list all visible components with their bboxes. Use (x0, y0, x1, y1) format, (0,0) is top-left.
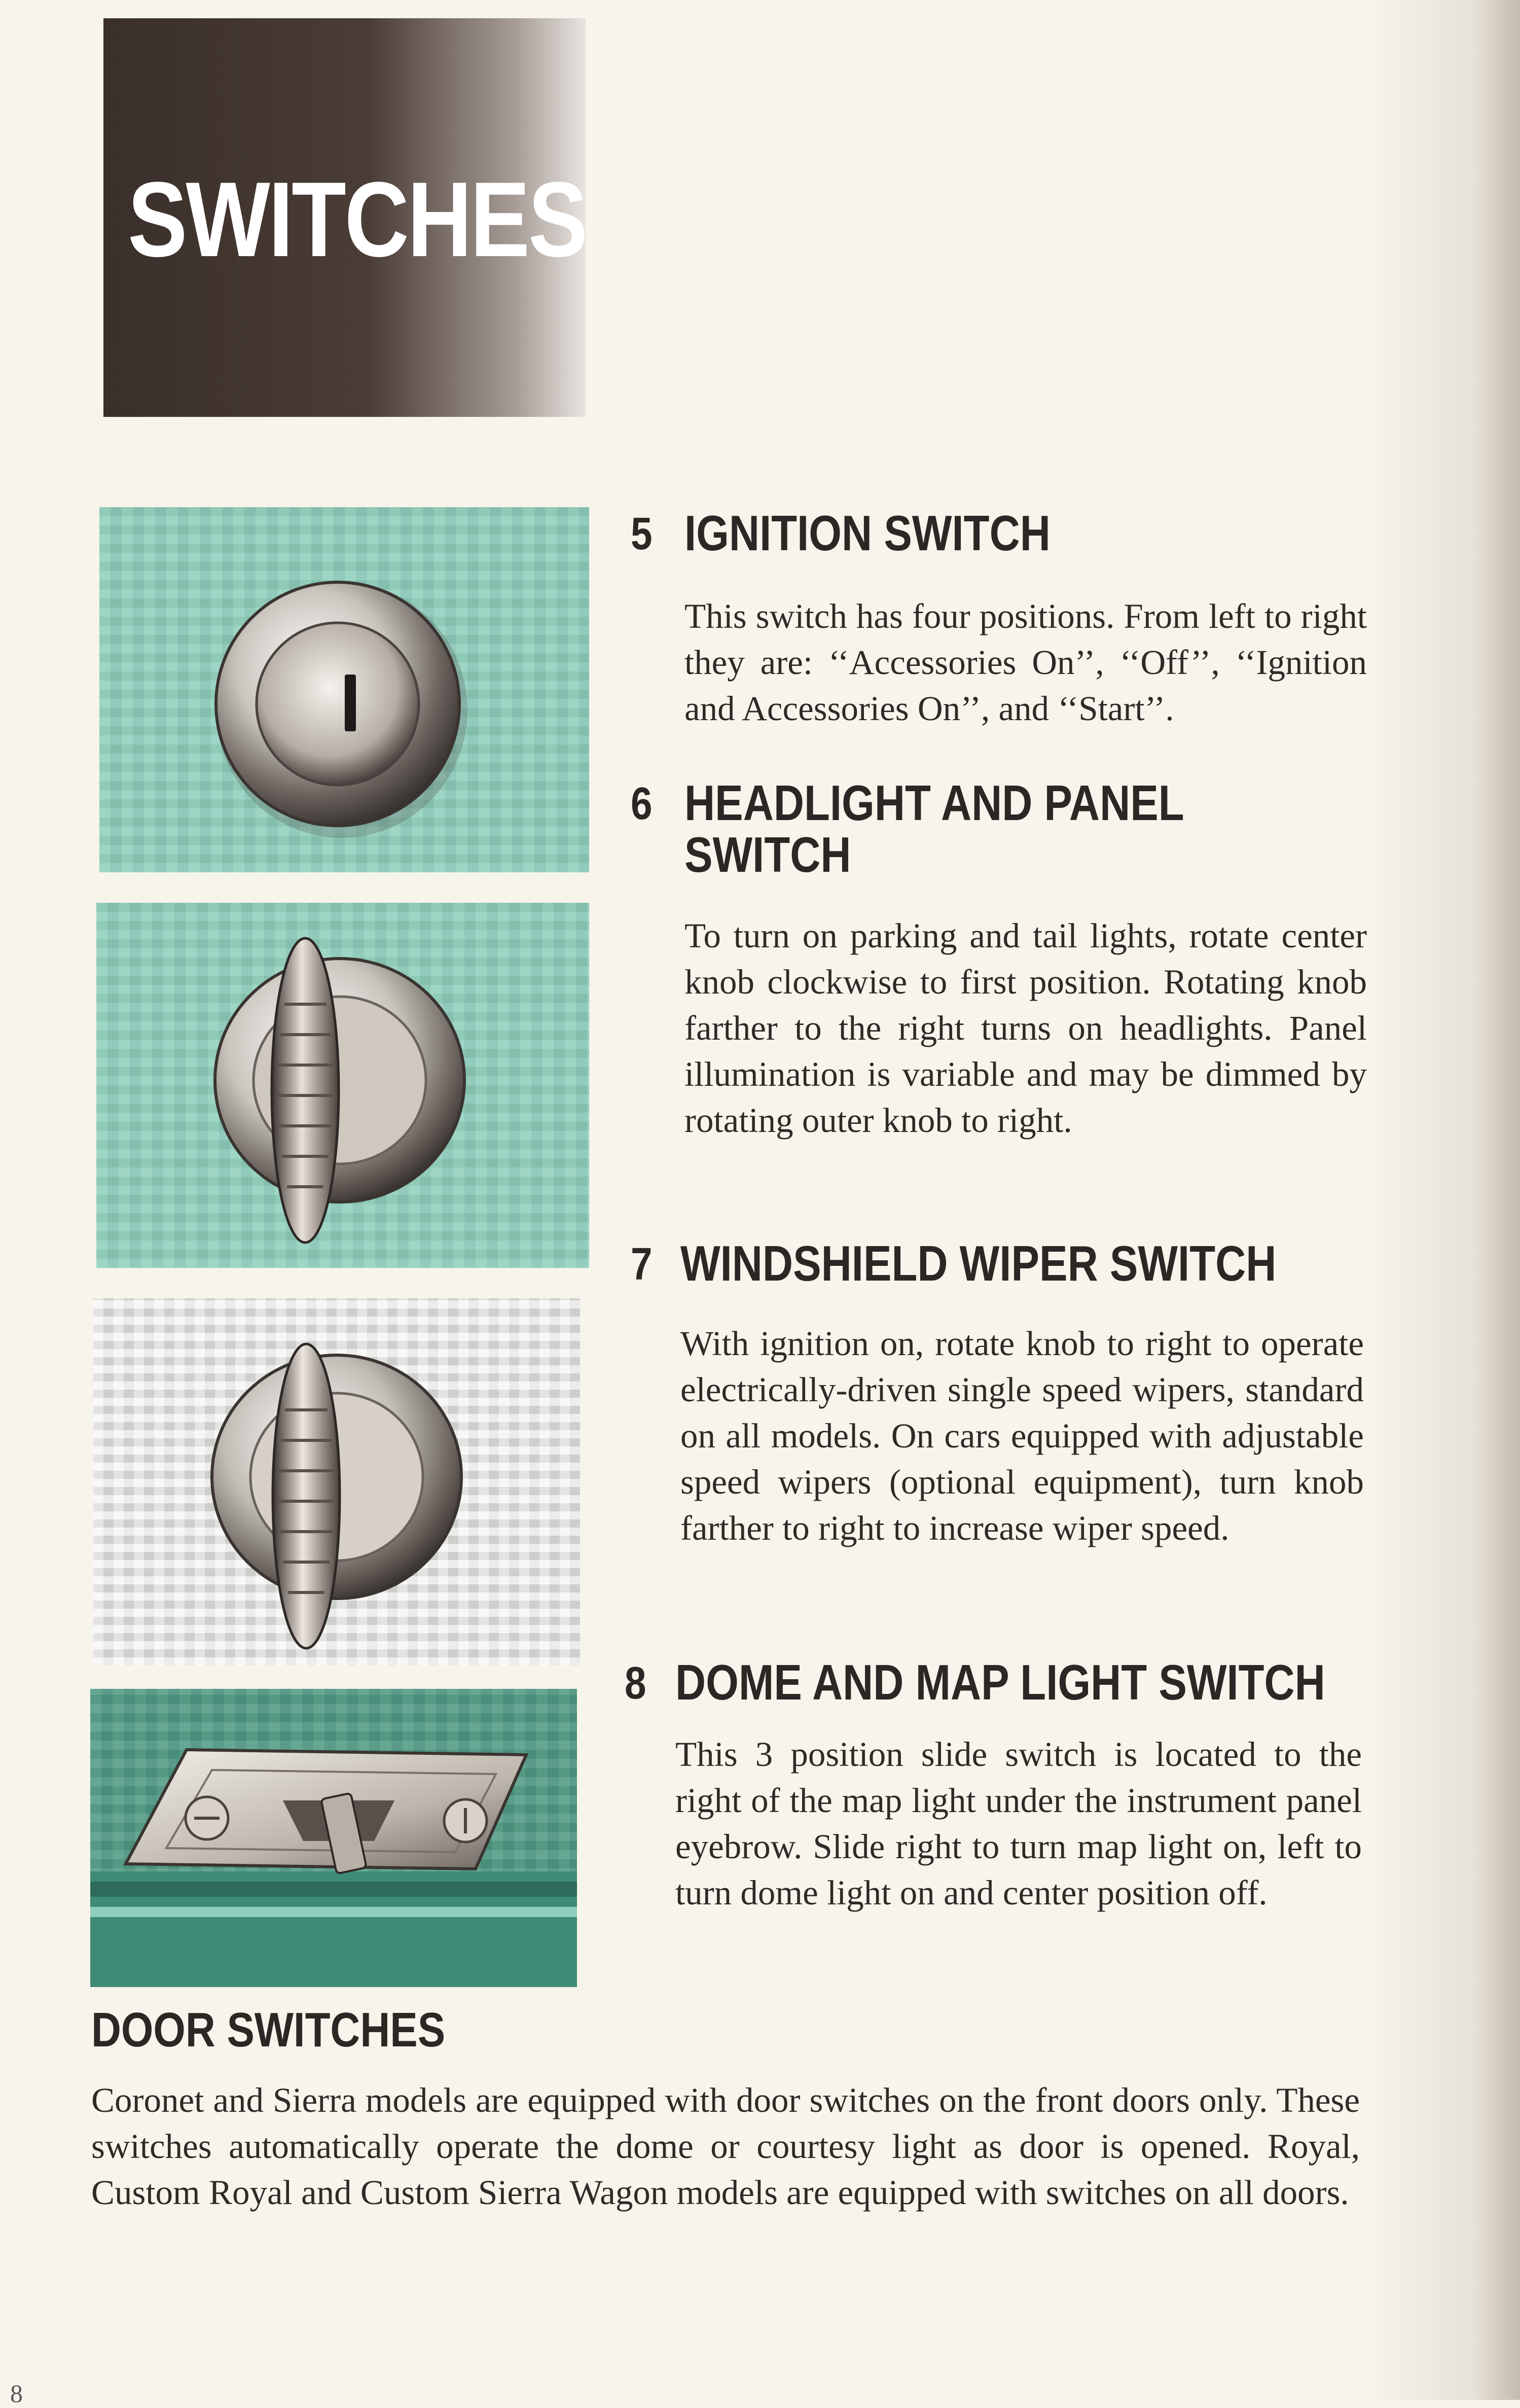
wiper-switch-photo (93, 1298, 580, 1666)
section-body: This 3 position slide switch is located to the right of the map light under the instrument panel eyebrow. Slide right to turn map light on, left to turn dome light on and center position off. (675, 1735, 1362, 1912)
door-switches-body: Coronet and Sierra models are equipped with door switches on the front doors only. These switches automatically operate the dome or courtesy light as door is opened. Royal, Custom Royal and Custom Sierra Wagon models are equipped with switches on all doors. (91, 2081, 1360, 2212)
page-edge-shadow (1368, 0, 1520, 2400)
section-number: 8 (625, 1658, 646, 1709)
page-number: 8 (10, 2379, 23, 2407)
headlight-switch-photo (96, 903, 589, 1268)
section-heading: DOME AND MAP LIGHT SWITCH (675, 1654, 1325, 1710)
section-heading: HEADLIGHT AND PANEL (684, 775, 1184, 831)
ignition-switch-photo (99, 507, 589, 872)
section-heading: IGNITION SWITCH (684, 505, 1051, 561)
section-number: 5 (631, 509, 653, 559)
section-heading: WINDSHIELD WIPER SWITCH (680, 1235, 1277, 1291)
section-heading-continued: SWITCH (684, 827, 851, 882)
section-number: 6 (631, 778, 653, 829)
page-title: SWITCHES (128, 160, 587, 279)
section-body: With ignition on, rotate knob to right to operate electrically-driven single speed wipers, standard on all models. On cars equipped with adjustable speed wipers (optional equipment), turn knob farther to right to increase wiper speed. (680, 1324, 1364, 1547)
section-number: 7 (631, 1239, 653, 1290)
dome-map-switch-photo (90, 1689, 577, 1987)
section-body: To turn on parking and tail lights, rotate center knob clockwise to first position. Rotating knob farther to the right turns on headlights. Panel illumination is variable and may be dimmed by rotating outer knob to right. (684, 916, 1367, 1140)
section-body: This switch has four positions. From left to right they are: ‘‘Accessories On’’, ‘‘Off’’, ‘‘Ignition and Accessories On’’, and ‘‘Start’’. (684, 597, 1367, 728)
door-switches-heading: DOOR SWITCHES (91, 2003, 446, 2057)
